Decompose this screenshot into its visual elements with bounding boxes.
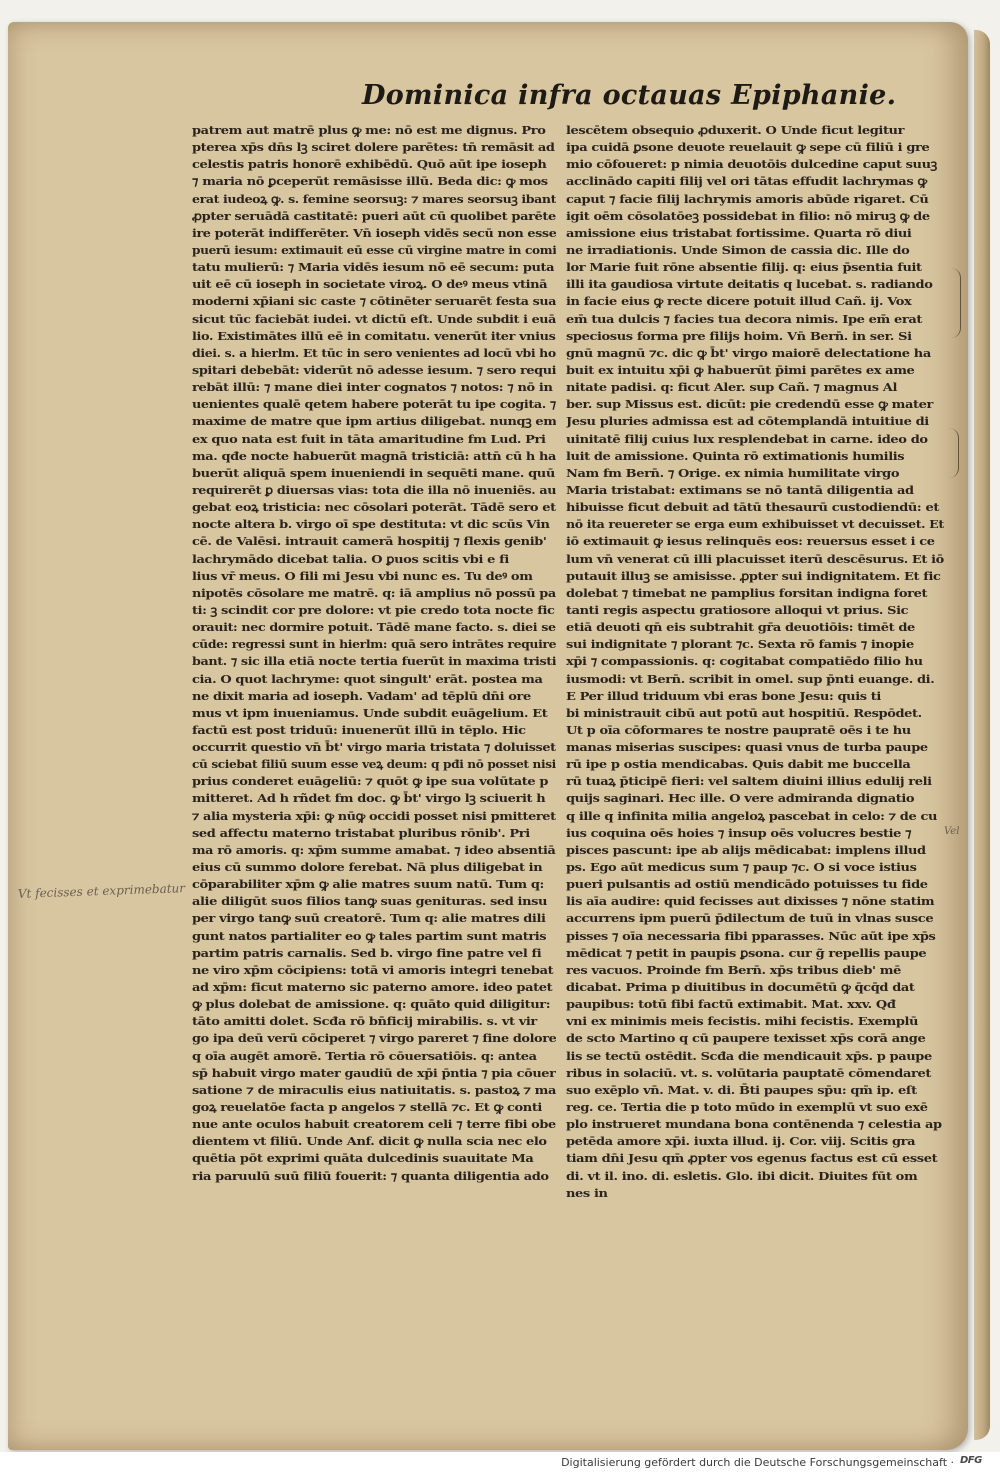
text-line: ps. Ego aūt medicus sum ⁊ paup ⁊c. O si voce istius	[566, 860, 917, 875]
text-line: bi ministrauit cibū aut potū aut hospitiū. Respōdet.	[566, 705, 922, 720]
text-line: di. vt il. ino. di. esletis. Glo. ibi dicit. Diuites fūt om	[566, 1168, 918, 1183]
text-line: de scto Martino q cū paupere texisset xp̄s corā ange	[566, 1031, 926, 1046]
text-line: Jesu pluries admissa est ad cōtemplandā intuitiue di	[566, 414, 929, 429]
text-line: buerūt aliquā spem inueniendi in sequēti mane. quū	[192, 465, 555, 480]
text-line: petēda amore xp̄i. iuxta illud. ij. Cor. viij. Scitis gra	[566, 1134, 916, 1149]
page-edge	[974, 30, 990, 1440]
left-text-column	[192, 122, 556, 1272]
text-line: sui indignitate ⁊ plorant ⁊c. Sexta rō famis ⁊ inopie	[566, 637, 914, 652]
text-line: eius cū summo dolore ferebat. Nā plus diligebat in	[192, 860, 543, 875]
text-line: ⁊ maria nō ꝑceperūt remāsisse illū. Beda dic: ꝙ mos	[192, 174, 548, 189]
text-line: suo exēplo vn̄. Mat. v. di. B̄ti paupes sp̄u: qm̄ ip. eſt	[566, 1082, 917, 1097]
text-line: ria paruulū suū filiū fouerit: ⁊ quanta diligentia ado	[192, 1168, 549, 1183]
text-line: reg. ce. Tertia die p toto mūdo in exemplū vt suo exē	[566, 1100, 928, 1115]
text-line: rū ipe p ostia mendicabas. Quis dabit me buccella	[566, 757, 911, 772]
text-line: diei. s. a hierlm. Et tūc in sero venientes ad locū vbi ho	[192, 345, 556, 360]
text-line: sicut tūc faciebāt iudei. vt dictū eſt. Unde subdit i euā	[192, 311, 556, 326]
text-line: cū sciebat filiū suum esse veꝝ deum: q pđi nō posset nisi	[192, 757, 556, 772]
dfg-logo: DFG	[960, 1455, 982, 1466]
text-line: lio. Existimātes illū eē in comitatu. venerūt iter vnius	[192, 328, 556, 343]
handwritten-margin-mark: Vel	[944, 826, 960, 837]
text-line: ad xp̄m: ficut materno sic paterno amore. ideo patet	[192, 980, 553, 995]
text-line: etiā deuoti qn̄ eis subtrahit gr̄a deuotiōis: timēt de	[566, 620, 915, 635]
text-line: Maria tristabat: extimans se nō tantā diligentia ad	[566, 482, 914, 497]
text-line: E Per illud triduum vbi eras bone Jesu: quis ti	[566, 688, 881, 703]
text-line: Ut p oīa cōformares te nostre paupratē oēs i te hu	[566, 722, 911, 737]
text-line: maxime de matre que ipm artius diligebat. nunqꝫ em	[192, 414, 556, 429]
text-line: xp̄i ⁊ compassionis. q: cogitabat compatiēdo filio hu	[566, 654, 923, 669]
text-line: putauit illuꝫ se amisisse. ꝓpter sui indignitatem. Et fic	[566, 568, 941, 583]
text-line: quijs saginari. Hec ille. O vere admiranda dignatio	[566, 791, 915, 806]
text-line: rū tuaꝝ p̄ticipē fieri: vel saltem diuini illius edulij reli	[566, 774, 932, 789]
text-line: caput ⁊ facie filij lachrymis amoris abūde rigaret. Cū	[566, 191, 929, 206]
text-line: nes in	[566, 1185, 608, 1200]
text-line: in facie eius ꝙ recte dicere potuit illud Cañ. ij. Vox	[566, 294, 912, 309]
text-line: ire poterāt indifferēter. Vn̄ ioseph vidēs secū non esse	[192, 225, 556, 240]
text-line: satione ⁊ de miraculis eius natiuitatis. s. pastoꝝ ⁊ ma	[192, 1082, 556, 1097]
text-line: vni ex minimis meis fecistis. mihi fecistis. Exemplū	[566, 1014, 919, 1029]
text-line: go ipa deū verū cōciperet ⁊ virgo pareret ⁊ fine dolore	[192, 1031, 556, 1046]
text-line: q ille q infinita milia angeloꝝ pascebat in celo: ⁊ de cu	[566, 808, 938, 823]
footer-credit: Digitalisierung gefördert durch die Deutsche Forschungsgemeinschaft ·	[561, 1456, 954, 1469]
text-line: uit eē cū ioseph in societate viroꝝ. O deꝰ meus vtinā	[192, 277, 548, 292]
text-line: occurrit questio vn̄ b̄t' virgo maria tristata ⁊ doluisset	[192, 740, 556, 755]
text-line: q oīa augēt amorē. Tertia rō cōuersatiōis. q: antea	[192, 1048, 537, 1063]
text-line: rebāt illū: ⁊ mane diei inter cognatos ⁊ notos: ⁊ nō in	[192, 380, 553, 395]
text-line: gunt natos partialiter eo ꝙ tales partim sunt matris	[192, 928, 547, 943]
text-line: lum vn̄ venerat cū illi placuisset iterū descēsurus. Et iō	[566, 551, 944, 566]
text-line: ti: ꝫ scindit cor pre dolore: vt pie credo tota nocte fic	[192, 602, 555, 617]
text-line: orauit: nec dormire potuit. Tādē mane facto. s. diei se	[192, 620, 556, 635]
text-line: ꝓpter seruādā castitatē: pueri aūt cū quolibet parēte	[192, 208, 556, 223]
page-header: Dominica infra octauas Epiphanie.	[362, 80, 897, 111]
text-line: requirerēt ꝑ diuersas vias: tota die illa nō inueniēs. au	[192, 482, 556, 497]
text-line: dientem vt filiū. Unde Anf. dicit ꝙ nulla scia nec elo	[192, 1134, 547, 1149]
text-line: iō extimauit ꝙ iesus relinquēs eos: reuersus esset i ce	[566, 534, 935, 549]
text-line: per virgo tanꝙ suū creatorē. Tum q: alie matres dili	[192, 911, 546, 926]
text-line: hibuisse ficut debuit ad tātū thesaurū custodiendū: et	[566, 500, 939, 515]
text-line: illi ita gaudiosa virtute deitatis q lucebat. s. radiando	[566, 277, 933, 292]
text-line: speciosus forma pre filijs hoim. Vn̄ Bern̄. in ser. Si	[566, 328, 912, 343]
text-line: patrem aut matrē plus ꝙ me: nō est me dignus. Pro	[192, 123, 546, 137]
text-line: ex quo nata est fuit in tāta amaritudine fm Lud. Pri	[192, 431, 546, 446]
text-line: pueri pulsantis ad ostiū mendicādo potuisses tu fide	[566, 877, 928, 892]
text-line: ꝙ plus dolebat de amissione. q: quāto quid diligitur:	[192, 997, 551, 1012]
text-line: dolebat ⁊ timebat ne pamplius forsitan indigna foret	[566, 585, 928, 600]
text-line: ipa cuidā ꝑsone deuote reuelauit ꝙ sepe cū filiū i gre	[566, 140, 930, 155]
text-line: nipotēs cōsolare me matrē. q: iā amplius nō possū pa	[192, 585, 556, 600]
text-line: em̄ tua dulcis ⁊ facies tua decora nimis. Ipe em̄ erat	[566, 311, 922, 326]
text-line: bant. ⁊ sic illa etiā nocte tertia fuerūt in maxima tristi	[192, 654, 556, 669]
text-line: sp̄ habuit virgo mater gaudiū de xp̄i p̄ntia ⁊ pia cōuer	[192, 1065, 556, 1080]
text-line: cūde: regressi sunt in hierlm: quā sero intrātes require	[192, 637, 556, 652]
text-line: sed affectu materno tristabat pluribus rōnib'. Pri	[192, 825, 530, 840]
text-line: tāto amitti dolet. Scđa rō bn̄ficij mirabilis. s. vt vir	[192, 1014, 537, 1029]
text-line: mēdicat ⁊ petit in paupis ꝑsona. cur g̃ repellis paupe	[566, 945, 927, 960]
text-line: ma. qđe nocte habuerūt magnā tristiciā: attn̄ cū h ha	[192, 448, 556, 463]
text-line: acclinādo capiti filij vel ori tātas effudit lachrymas ꝙ	[566, 174, 927, 189]
text-line: gebat eoꝝ tristicia: nec cōsolari poterāt. Tādē sero et	[192, 500, 556, 515]
text-line: res vacuos. Proinde fm Bern̄. xp̄s tribus dieb' mē	[566, 962, 901, 977]
text-line: paupibus: totū fibi factū extimabit. Mat. xxv. Qđ	[566, 997, 896, 1012]
margin-brace	[944, 428, 959, 478]
text-line: lescētem obsequio ꝓduxerit. O Unde ficut legitur	[566, 123, 905, 137]
text-line: cē. de Valēsi. intrauit camerā hospitij ⁊ flexis genib'	[192, 534, 547, 549]
text-line: prius conderet euāgeliū: ⁊ quōt ꝙ ipe sua volūtate p	[192, 774, 549, 789]
text-line: erat iudeoꝝ ꝙ. s. femine seorsuꝫ: ⁊ mares seorsuꝫ ibant	[192, 191, 556, 206]
text-line: lachrymādo dicebat talia. O ꝑuos scitis vbi e fi	[192, 551, 509, 566]
text-line: pisses ⁊ oīa necessaria fibi pparasses. Nūc aūt ipe xp̄s	[566, 928, 936, 943]
text-line: celestis patris honorē exhibēdū. Quō aūt ipe ioseph	[192, 157, 547, 172]
text-line: alie diligūt suos filios tanꝙ suas genituras. sed insu	[192, 894, 548, 909]
text-line: lius vr̄ meus. O fili mi Jesu vbi nunc es. Tu deꝰ om	[192, 568, 533, 583]
text-line: cia. O quot lachryme: quot singult' erāt. postea ma	[192, 671, 543, 686]
text-line: ne irradiationis. Unde Simon de cassia dic. Ille do	[566, 242, 910, 257]
text-line: lis se tectū ostēdit. Scđa die mendicauit xp̄s. p paupe	[566, 1048, 932, 1063]
text-line: ber. sup Missus est. dicūt: pie credendū esse ꝙ mater	[566, 397, 933, 412]
text-line: goꝝ reuelatōe facta p angelos ⁊ stellā ⁊c. Et ꝙ conti	[192, 1100, 542, 1115]
right-text-column	[566, 122, 944, 1272]
text-line: ius coquina oēs hoies ⁊ insup oēs volucres bestie ⁊	[566, 825, 912, 840]
text-line: luit de amissione. Quinta rō extimationis humilis	[566, 448, 905, 463]
text-line: mio cōfoueret: p nimia deuotōis dulcedine caput suuꝫ	[566, 157, 937, 172]
text-line: amissione eius tristabat fortissime. Quarta rō diui	[566, 225, 912, 240]
text-line: accurrens ipm puerū p̄dilectum de tuū in vlnas susce	[566, 911, 934, 926]
text-line: manas miserias suscipes: quasi vnus de turba paupe	[566, 740, 928, 755]
text-line: tiam dn̄i Jesu qm̄ ꝓpter vos egenus factus est cū esset	[566, 1151, 938, 1166]
text-line: tatu mulierū: ⁊ Maria vidēs iesum nō eē secum: puta	[192, 260, 555, 275]
text-line: tanti regis aspectu gratiosore alloqui vt prius. Sic	[566, 602, 909, 617]
text-line: ne dixit maria ad ioseph. Vadam' ad tēplū dn̄i ore	[192, 688, 531, 703]
margin-brace	[946, 268, 961, 338]
text-line: buit ex intuitu xp̄i ꝙ habuerūt p̄imi parētes ex ame	[566, 362, 915, 377]
text-line: pterea xp̄s dn̄s lꝫ sciret dolere parētes: tn̄ remāsit ad	[192, 140, 555, 155]
text-line: dicabat. Prima p diuitibus in documētū ꝙ q̄cq̄d dat	[566, 980, 915, 995]
text-line: mitteret. Ad h rñdet fm doc. ꝙ b̄t' virgo lꝫ sciuerit h	[192, 791, 546, 806]
text-line: igit oēm cōsolatōeꝫ possidebat in filio: nō miruꝫ ꝙ de	[566, 208, 930, 223]
text-line: cōparabiliter xp̄m ꝙ alie matres suum natū. Tum q:	[192, 877, 544, 892]
text-line: lor Marie fuit rōne absentie filij. q: eius p̄sentia fuit	[566, 260, 922, 275]
text-line: gnū magnū ⁊c. dic ꝙ b̄t' virgo maiorē delectatione ha	[566, 345, 931, 360]
text-line: Nam fm Bern̄. ⁊ Orige. ex nimia humilitate virgo	[566, 465, 900, 480]
text-line: quētia pōt exprimi quāta dulcedinis suauitate Ma	[192, 1151, 534, 1166]
text-line: ne viro xp̄m cōcipiens: totā vi amoris integri tenebat	[192, 962, 554, 977]
text-line: iusmodi: vt Bern̄. scribit in omel. sup p̄nti euange. di.	[566, 671, 935, 686]
text-line: uenientes qualē qetem habere poterāt tu ipe cogita. ⁊	[192, 397, 556, 412]
text-line: moderni xp̄iani sic caste ⁊ cōtinēter seruarēt festa sua	[192, 294, 556, 309]
text-line: pisces pascunt: ipe ab alijs mēdicabat: implens illud	[566, 842, 926, 857]
text-line: nue ante oculos habuit creatorem celi ⁊ terre fibi obe	[192, 1117, 556, 1132]
text-line: ⁊ alia mysteria xp̄i: ꝙ nūꝙ occidi posset nisi pmitteret	[192, 808, 556, 823]
text-line: plo instrueret mundana bona contēnenda ⁊ celestia ap	[566, 1117, 942, 1132]
text-line: factū est post triduū: inuenerūt illū in tēplo. Hic	[192, 722, 526, 737]
text-line: puerū iesum: extimauit eū esse cū virgine matre in comi	[192, 242, 556, 257]
text-line: nocte altera b. virgo oī spe destituta: vt dic scūs Vin	[192, 517, 550, 532]
text-line: spitari debebāt: viderūt nō adesse iesum. ⁊ sero requi	[192, 362, 556, 377]
text-line: ribus in solaciū. vt. s. volūtaria pauptatē cōmendaret	[566, 1065, 931, 1080]
text-line: mus vt ipm inueniamus. Unde subdit euāgelium. Et	[192, 705, 548, 720]
text-line: lis aīa audire: quid fecisses aut dixisses ⁊ nōne statim	[566, 894, 935, 909]
handwritten-margin-note: Vt fecisses et exprimebatur	[17, 881, 186, 901]
text-line: ma rō amoris. q: xp̄m summe amabat. ⁊ ideo absentiā	[192, 842, 556, 857]
text-line: nō ita reuereter se erga eum exhibuisset vt decuisset. Et	[566, 517, 944, 532]
text-line: partim patris carnalis. Sed b. virgo fine patre vel fi	[192, 945, 542, 960]
text-line: nitate padisi. q: ficut Aler. sup Cañ. ⁊ magnus Al	[566, 380, 898, 395]
text-line: uinitatē filij cuius lux resplendebat in carne. ideo do	[566, 431, 928, 446]
